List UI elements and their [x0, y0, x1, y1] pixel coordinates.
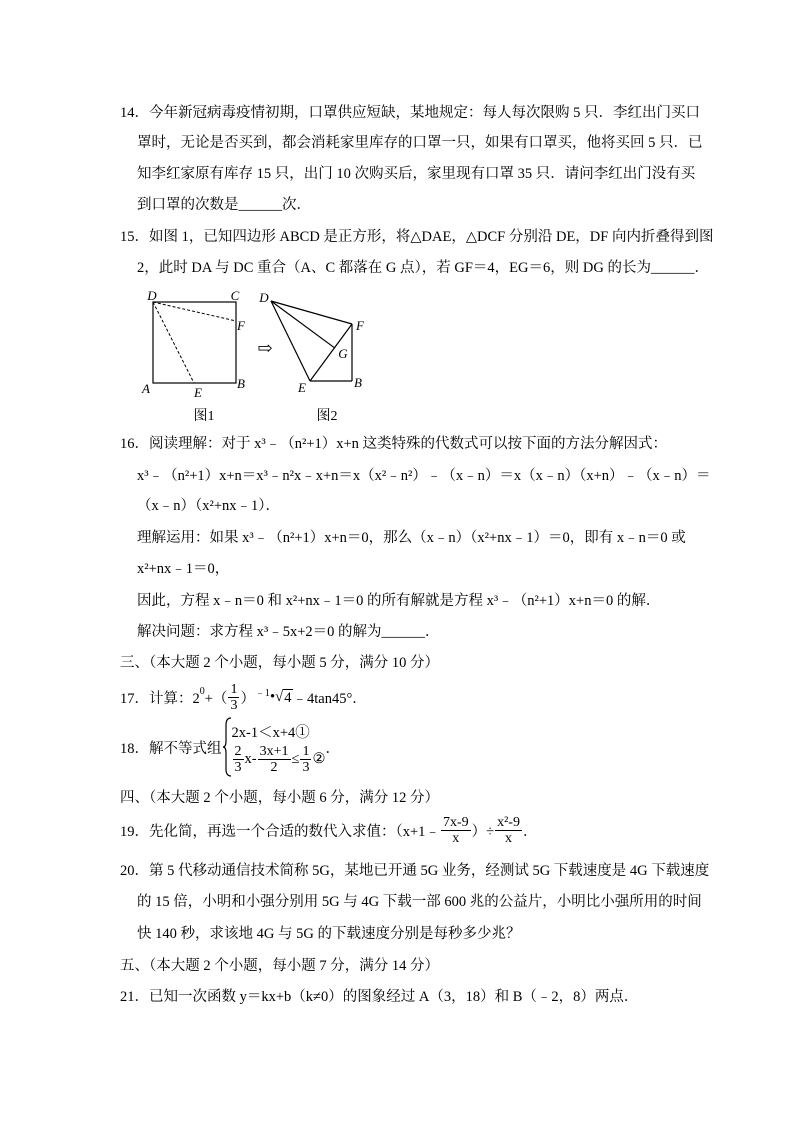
fig2-label-b: B [354, 375, 362, 390]
q17-plus-open: +（ [204, 690, 228, 707]
q20-line-3: 快 140 秒，求该地 4G 与 5G 的下载速度分别是每秒多少兆？ [137, 926, 521, 942]
fig2-label-d: D [259, 290, 269, 305]
q17-lead: 17．计算：2 [120, 690, 200, 707]
q18-frac2-den: 2 [270, 759, 278, 775]
q19-frac2-num: x²-9 [497, 814, 520, 830]
figure-2 [258, 290, 365, 424]
q17-dot: • [269, 688, 276, 705]
q17-frac-den: 3 [230, 697, 238, 713]
q18-mark: ② [312, 750, 326, 767]
transform-arrow-icon: ⇨ [257, 338, 273, 358]
q17-exponent-neg1: ﹣1 [254, 687, 270, 699]
segment-de [271, 301, 310, 381]
q18-frac-3 [300, 744, 311, 775]
q17-exponent-zero: 0 [199, 685, 205, 697]
q19-frac1-num: 7x-9 [442, 814, 469, 830]
q18-relation: ≤ [291, 750, 300, 767]
q18-lead: 18．解不等式组 [120, 740, 222, 757]
section-5-heading: 五、（本大题 2 个小题，每小题 7 分，满分 14 分） [120, 958, 439, 974]
fig1-label-c: C [230, 288, 240, 303]
q16-line-4: 理解运用：如果 x³﹣（n²+1）x+n＝0，那么（x﹣n）（x²+nx﹣1）＝0，即有 x﹣n＝0 或 [137, 530, 686, 546]
fig2-label-f: F [356, 318, 364, 333]
q18-frac2-num: 3x+1 [259, 743, 289, 759]
section-3-heading: 三、（本大题 2 个小题，每小题 5 分，满分 10 分） [120, 655, 439, 671]
q14-line-4: 到口罩的次数是______次． [137, 197, 311, 213]
q14-line-2: 罩时，无论是否买到，都会消耗家里库存的口罩一只，如果有口罩买，他将买回 5 只．已 [137, 135, 703, 151]
fig1-label-f: F [237, 318, 245, 333]
q19-mid: ）÷ [471, 823, 495, 840]
fig1-label-d: D [147, 288, 157, 303]
q16-line-7: 解决问题：求方程 x³﹣5x+2＝0 的解为______． [137, 624, 440, 640]
q17-radicand: 4 [284, 689, 292, 706]
segment-df [271, 301, 352, 324]
q18-system-rows [232, 720, 326, 775]
q18-inequality-2 [232, 744, 326, 775]
q16-line-6: 因此，方程 x﹣n＝0 和 x²+nx﹣1＝0 的所有解就是方程 x³﹣（n²+1）x+n＝0 的解． [137, 593, 661, 609]
q18-frac1-den: 3 [234, 759, 242, 775]
q20-line-2: 的 15 倍，小明和小强分别用 5G 与 4G 下载一部 600 兆的公益片，小明比小强所用的时间 [137, 894, 702, 910]
q14-line-3: 知李红家原有库存 15 只，出门 10 次购买后，家里现有口罩 35 只．请问李红出门没有买 [137, 166, 696, 182]
q19-end: ． [522, 823, 538, 840]
q18-inequality-system [120, 716, 340, 778]
segment-dg [271, 301, 335, 348]
q18-frac1-num: 2 [234, 743, 242, 759]
q17-close: ） [240, 690, 255, 707]
fig1-caption: 图1 [193, 409, 215, 424]
q17-frac-num: 1 [230, 681, 238, 697]
dashed-df [153, 302, 236, 321]
q16-line-1: 16．阅读理解：对于 x³﹣（n²+1）x+n 这类特殊的代数式可以按下面的方法分解因式： [120, 436, 668, 452]
fig2-caption: 图2 [316, 409, 338, 424]
q18-mid: x- [244, 750, 257, 767]
q18-ineq1-text: 2x-1＜x+4① [231, 725, 310, 741]
q14-line-1: 14．今年新冠病毒疫情初期，口罩供应短缺，某地规定：每人每次限购 5 只．李红出门买口 [120, 105, 700, 121]
q18-end: ． [325, 740, 340, 757]
section-4-heading: 四、（本大题 2 个小题，每小题 6 分，满分 12 分） [120, 790, 439, 806]
left-brace-icon [222, 717, 232, 777]
sqrt-icon: √ [275, 688, 284, 705]
fig2-label-g: G [338, 346, 348, 361]
q19-frac-1 [441, 815, 471, 846]
q19-frac-2 [495, 815, 522, 846]
fig2-label-e: E [298, 380, 306, 395]
figure-1 [141, 288, 246, 424]
q19-lead: 19．先化简，再选一个合适的数代入求值：（x+1﹣ [120, 823, 440, 840]
square-abcd [153, 302, 236, 383]
q20-line-1: 20．第 5 代移动通信技术简称 5G，某地已开通 5G 业务，经测试 5G 下载速度是 4G 下载速度 [120, 863, 710, 879]
q18-inequality-1 [232, 720, 326, 744]
q18-frac3-num: 1 [302, 743, 310, 759]
q17-expression [120, 681, 367, 713]
q16-line-5: x²+nx﹣1＝0， [137, 561, 230, 577]
q15-line-2: 2，此时 DA 与 DC 重合（A、C 都落在 G 点），若 GF＝4，EG＝6，则 DG 的长为______． [137, 260, 709, 276]
q19-frac1-den: x [452, 830, 460, 846]
q19-expression [120, 814, 537, 846]
q17-tail: ﹣4tan45°． [292, 690, 367, 707]
q15-figures [130, 285, 380, 430]
fig1-label-e: E [194, 385, 202, 400]
q16-line-2: x³﹣（n²+1）x+n＝x³﹣n²x﹣x+n＝x（x²﹣n²）﹣（x﹣n）＝x（x﹣n）（x+n）﹣（x﹣n）＝ [137, 468, 711, 484]
fig1-label-a: A [142, 381, 150, 396]
q16-line-3: （x﹣n）（x²+nx﹣1）． [137, 498, 281, 514]
fig1-label-b: B [237, 376, 245, 391]
q18-frac-2 [258, 744, 291, 775]
q17-fraction [228, 682, 239, 713]
q18-frac3-den: 3 [302, 759, 310, 775]
q15-line-1: 15．如图 1，已知四边形 ABCD 是正方形，将△DAE，△DCF 分别沿 DE，DF 向内折叠得到图 [120, 229, 714, 245]
q18-frac-1 [233, 744, 244, 775]
q21-line-1: 21．已知一次函数 y＝kx+b（k≠0）的图象经过 A（3，18）和 B（﹣2，8）两点． [120, 989, 639, 1005]
q19-frac2-den: x [505, 830, 512, 846]
dashed-de [153, 302, 194, 383]
